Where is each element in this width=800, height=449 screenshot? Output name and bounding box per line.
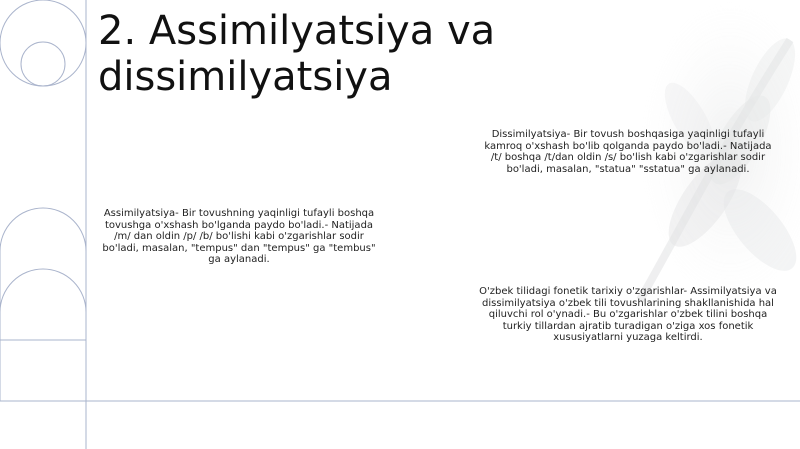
arch-upper	[0, 208, 86, 401]
slide-title: 2. Assimilyatsiya va dissimilyatsiya	[98, 8, 496, 100]
assimilation-paragraph: Assimilyatsiya- Bir tovushning yaqinligi tufayli boshqa tovushga o'xshash bo'lganda paydo bo'ladi.- Natijada /m/ dan oldin /p/ /b/ bo'lishi kabi o'zgarishlar sodir bo'ladi, masalan, "tempus" dan "tempus" ga "tembus" ga aylanadi.	[102, 208, 376, 265]
dissimilation-paragraph: Dissimilyatsiya- Bir tovush boshqasiga yaqinligi tufayli kamroq o'xshash bo'lib qolganda paydo bo'ladi.- Natijada /t/ boshqa /t/dan oldin /s/ bo'lish kabi o'zgarishlar sodir bo'ladi, masalan, "statua" "sstatua" ga aylanadi.	[484, 129, 772, 175]
arch-lower	[0, 269, 86, 401]
large-circle	[0, 0, 86, 86]
uzbek-phonetic-changes-paragraph: O'zbek tilidagi fonetik tarixiy o'zgarishlar- Assimilyatsiya va dissimilyatsiya o'zbek tili tovushlarining shakllanishida hal qiluvchi rol o'ynadi.- Bu o'zgarishlar o'zbek tilini boshqa turkiy tillardan ajratib turadigan o'ziga xos fonetik xususiyatlarni yuzaga keltirdi.	[479, 286, 777, 343]
small-circle	[21, 42, 65, 86]
